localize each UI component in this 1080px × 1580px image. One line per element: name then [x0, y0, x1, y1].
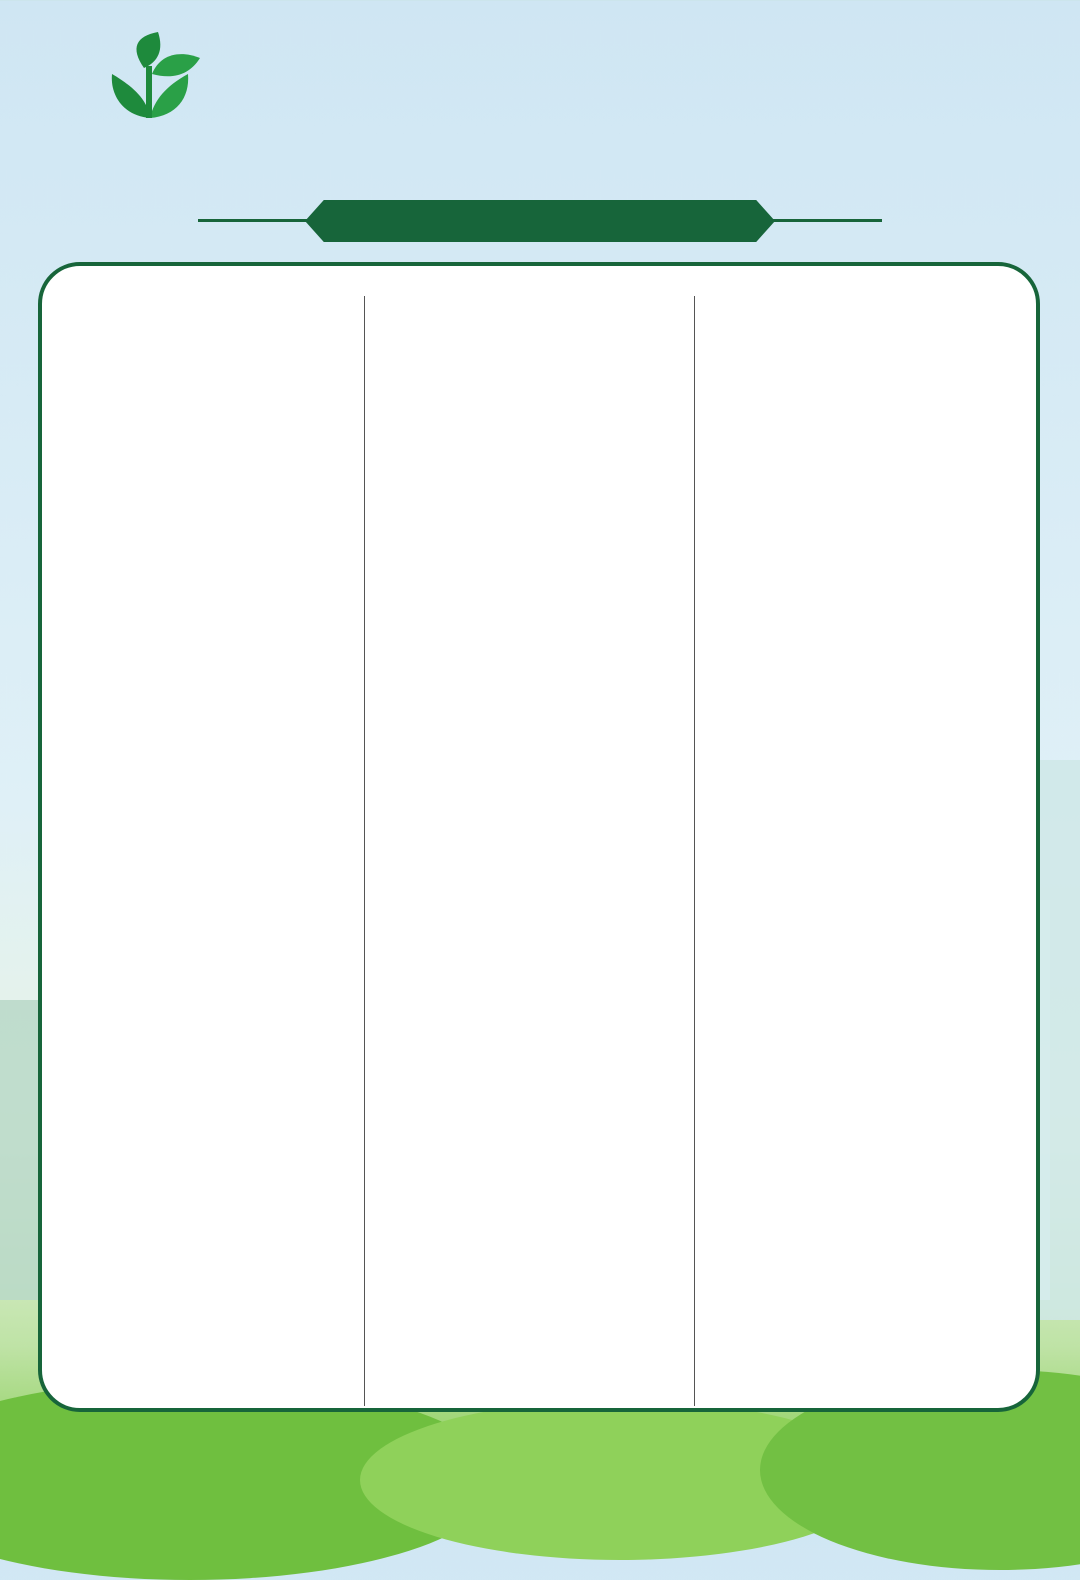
- subtitle-banner: [305, 200, 775, 242]
- background-building: [0, 1000, 40, 1300]
- leaf-hands-logo-icon: [40, 28, 260, 168]
- column-divider: [694, 296, 695, 1406]
- report-list-card: [38, 262, 1040, 1412]
- column-divider: [364, 296, 365, 1406]
- divider-line-right: [772, 219, 882, 222]
- page-title: [292, 68, 812, 178]
- divider-line-left: [198, 219, 308, 222]
